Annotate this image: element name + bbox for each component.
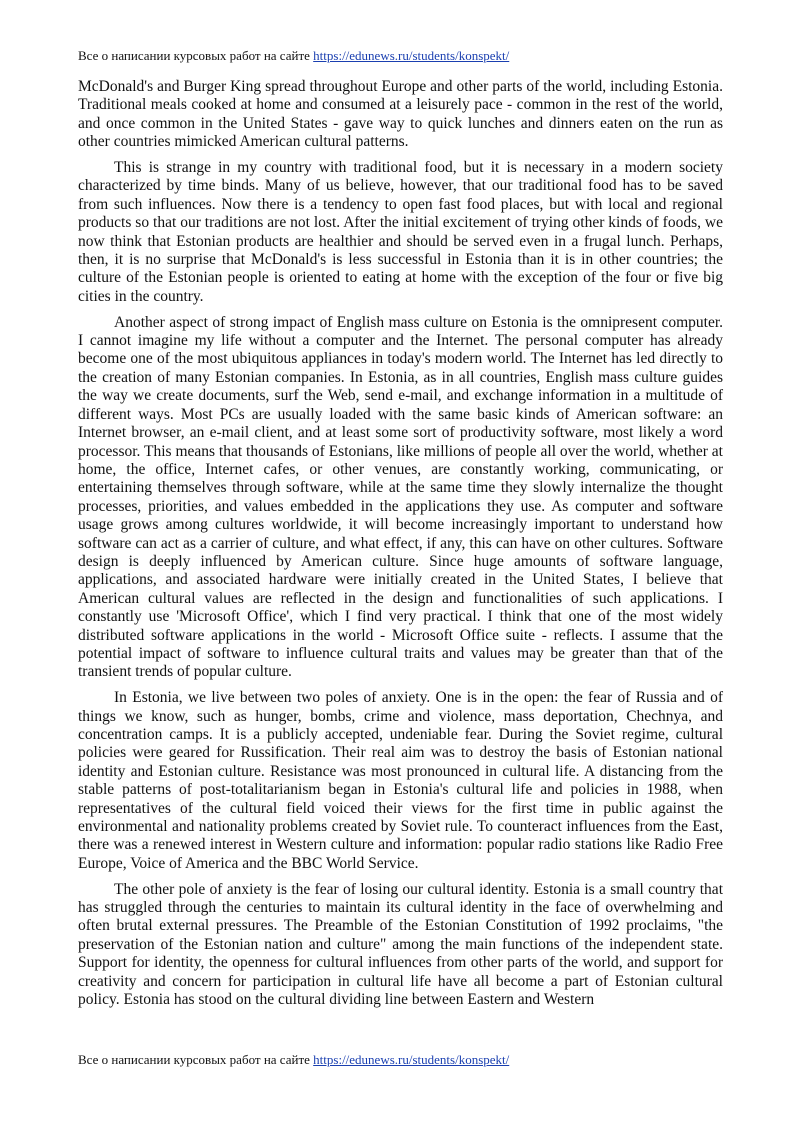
paragraph: In Estonia, we live between two poles of anxiety. One is in the open: the fear of Russia and of things we know, such as hunger, bombs, crime and violence, mass deportation, Chechnya, and concentration camps. It is a publicly accepted, undeniable fear. During the Soviet regime, cultural policies were geared for Russification. Their real aim was to destroy the basis of Estonian national identity and Estonian culture. Resistance was most pronounced in cultural life. A distancing from the stable patterns of post-totalitarianism began in Estonia's cultural life and policies in 1988, when representatives of the cultural field voiced their views for the first time in public against the environmental and nationality problems created by Soviet rule. To counteract influences from the East, there was a renewed interest in Western culture and information: popular radio stations like Radio Free Europe, Voice of America and the BBC World Service. [78,689,723,872]
paragraph: This is strange in my country with traditional food, but it is necessary in a modern society characterized by time binds. Many of us believe, however, that our traditional food has to be saved from such influences. Now there is a tendency to open fast food places, but with local and regional products so that our traditions are not lost. After the initial excitement of trying other kinds of foods, we now think that Estonian products are healthier and should be served even in a frugal lunch. Perhaps, then, it is no surprise that McDonald's is less successful in Estonia than it is in other countries; the culture of the Estonian people is oriented to eating at home with the exception of the four or five big cities in the country. [78,159,723,305]
page-header [78,47,728,65]
paragraph: McDonald's and Burger King spread throughout Europe and other parts of the world, including Estonia. Traditional meals cooked at home and consumed at a leisurely pace - common in the rest of the world, and once common in the United States - gave way to quick lunches and dinners eaten on the run as other countries mimicked American cultural patterns. [78,78,723,151]
footer-text: Все о написании курсовых работ на сайте [78,1052,310,1067]
header-text: Все о написании курсовых работ на сайте [78,48,310,63]
header-link[interactable]: https://edunews.ru/students/konspekt/ [313,48,510,63]
document-body [78,78,723,1017]
paragraph: The other pole of anxiety is the fear of losing our cultural identity. Estonia is a small country that has struggled through the centuries to maintain its cultural identity in the face of overwhelming and often brutal external pressures. The Preamble of the Estonian Constitution of 1992 proclaims, "the preservation of the Estonian nation and culture" among the main functions of the independent state. Support for identity, the openness for cultural influences from other parts of the world, and support for creativity and concern for participation in cultural life have all become a part of Estonian cultural policy. Estonia has stood on the cultural dividing line between Eastern and Western [78,880,723,1009]
page-footer [78,1051,728,1069]
footer-link[interactable]: https://edunews.ru/students/konspekt/ [313,1052,510,1067]
paragraph: Another aspect of strong impact of English mass culture on Estonia is the omnipresent computer. I cannot imagine my life without a computer and the Internet. The personal computer has already become one of the most ubiquitous appliances in today's modern world. The Internet has led directly to the creation of many Estonian companies. In Estonia, as in all countries, English mass culture guides the way we create documents, surf the Web, send e-mail, and exchange information in a multitude of different ways. Most PCs are usually loaded with the same basic kinds of American software: an Internet browser, an e-mail client, and at least some sort of productivity software, most likely a word processor. This means that thousands of Estonians, like millions of people all over the world, whether at home, the office, Internet cafes, or other venues, are constantly working, communicating, or entertaining themselves through software, while at the same time they slowly internalize the thought processes, priorities, and values embedded in the applications they use. As computer and software usage grows among cultures worldwide, it will become increasingly important to understand how software can act as a carrier of culture, and what effect, if any, this can have on other cultures. Software design is deeply influenced by American culture. Since huge amounts of software language, applications, and associated hardware were initially created in the United States, I believe that American cultural values are reflected in the design and functionalities of such applications. I constantly use 'Microsoft Office', which I find very practical. I think that one of the most widely distributed software applications in the world - Microsoft Office suite - reflects. I assume that the potential impact of software to influence cultural traits and values may be greater than that of the transient trends of popular culture. [78,313,723,681]
